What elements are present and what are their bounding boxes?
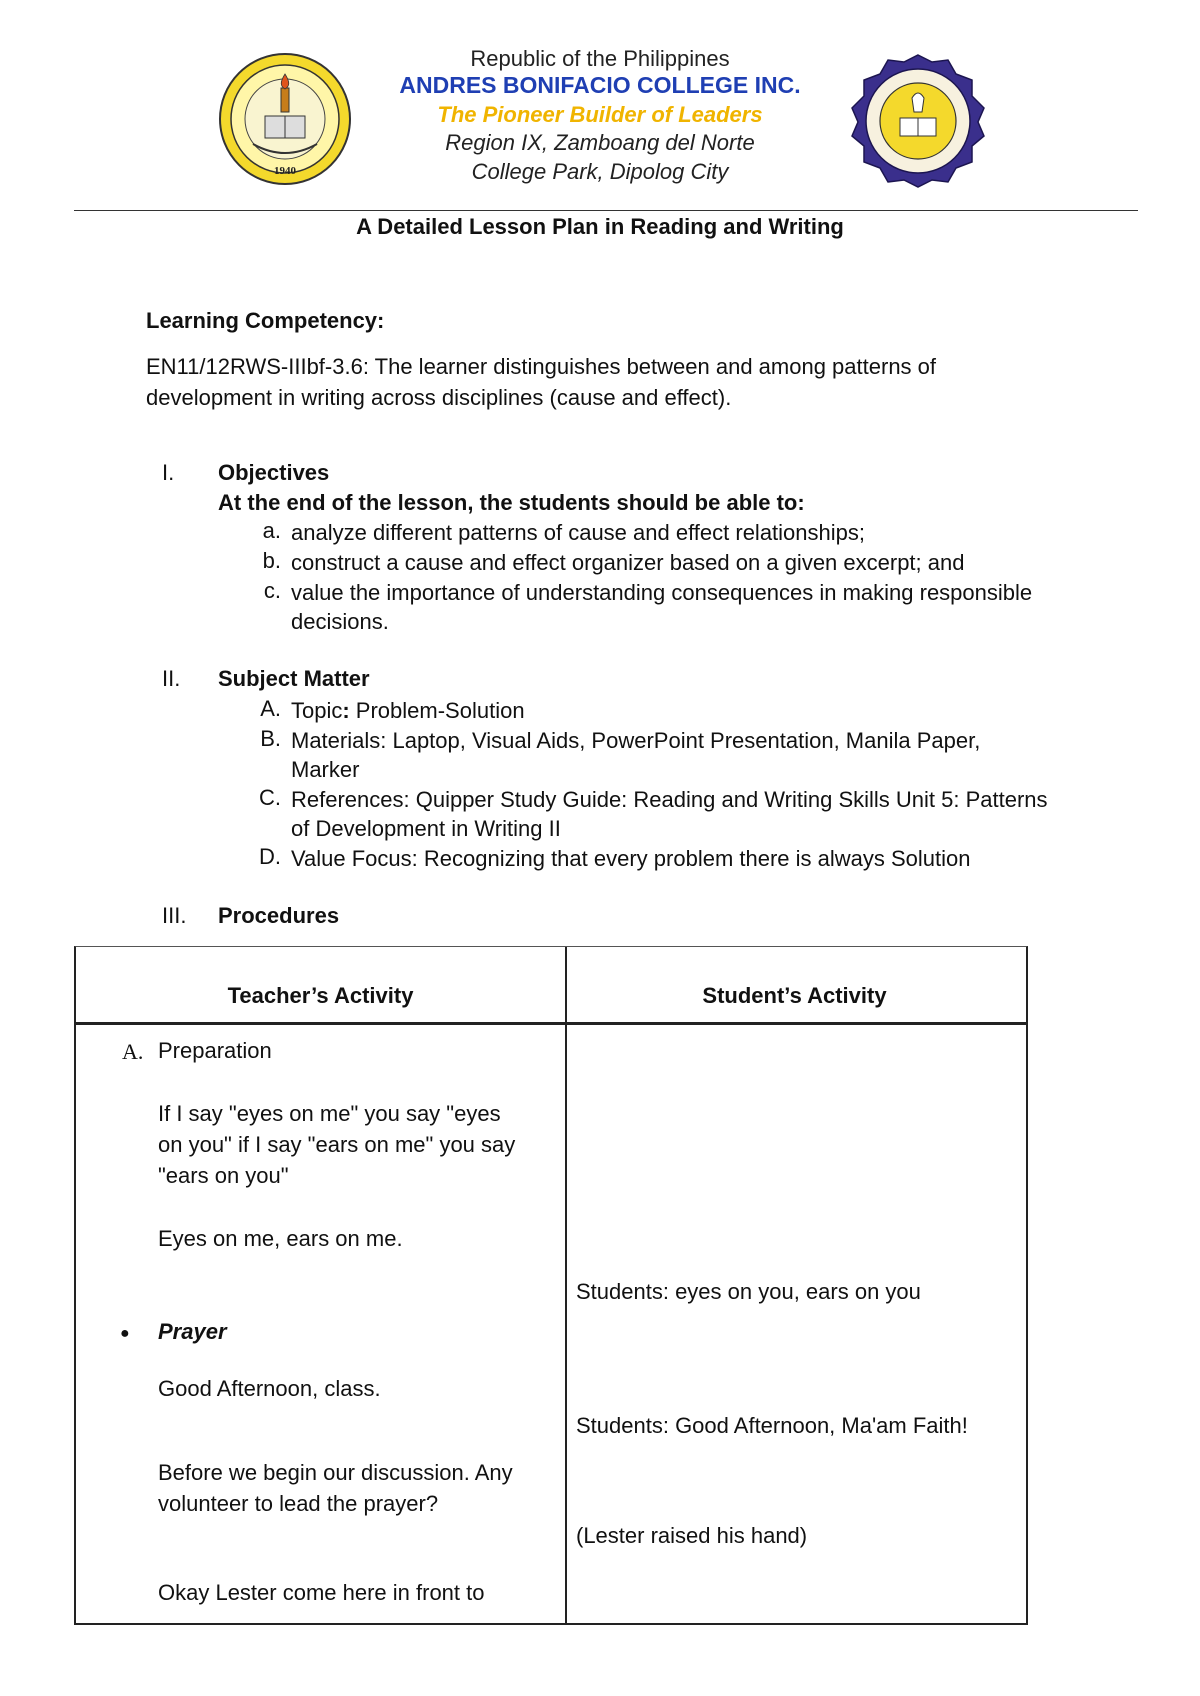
student-activity-header: Student’s Activity bbox=[702, 983, 887, 1008]
left-seal-year: 1940 bbox=[274, 165, 296, 177]
subject-item-label: C. bbox=[259, 785, 281, 810]
section-number: II. bbox=[162, 666, 181, 691]
subject-item-label: A. bbox=[260, 696, 281, 721]
volunteer-question-line: Before we begin our discussion. Any bbox=[158, 1460, 513, 1485]
learning-competency-line: development in writing across disciplines (cause and effect). bbox=[146, 385, 732, 410]
header-divider bbox=[74, 210, 1138, 211]
subject-item-text bbox=[291, 785, 1141, 843]
subject-matter-heading: Subject Matter bbox=[218, 666, 370, 691]
student-response: Students: eyes on you, ears on you bbox=[576, 1279, 921, 1304]
topic-colon: : bbox=[342, 698, 350, 723]
objective-text: analyze different patterns of cause and effect relationships; bbox=[291, 520, 865, 545]
address-line: College Park, Dipolog City bbox=[471, 159, 729, 184]
objectives-heading: Objectives bbox=[218, 460, 330, 485]
student-response: Students: Good Afternoon, Ma'am Faith! bbox=[576, 1413, 968, 1438]
table-column-divider bbox=[565, 947, 567, 1623]
subject-item-label: B. bbox=[260, 726, 281, 751]
volunteer-question-line: volunteer to lead the prayer? bbox=[158, 1491, 439, 1516]
learning-competency-heading: Learning Competency: bbox=[146, 308, 385, 333]
teacher-activity-header: Teacher’s Activity bbox=[227, 983, 414, 1008]
table-header-divider bbox=[76, 1022, 1026, 1025]
subject-item-line: Marker bbox=[291, 757, 360, 782]
document-title: A Detailed Lesson Plan in Reading and Writing bbox=[356, 214, 844, 239]
subject-item-line: of Development in Writing II bbox=[291, 816, 561, 841]
eyes-call: Eyes on me, ears on me. bbox=[158, 1226, 403, 1251]
republic-line: Republic of the Philippines bbox=[470, 46, 730, 71]
objectives-subheading: At the end of the lesson, the students should be able to: bbox=[218, 490, 805, 515]
volunteer-question bbox=[158, 1457, 558, 1519]
eyes-instruction-line: If I say "eyes on me" you say "eyes bbox=[158, 1101, 501, 1126]
objective-label: a. bbox=[262, 518, 281, 543]
preparation-label: A. bbox=[122, 1039, 144, 1064]
preparation-heading: Preparation bbox=[158, 1038, 272, 1063]
student-response: (Lester raised his hand) bbox=[576, 1523, 808, 1548]
topic-value: Problem-Solution bbox=[349, 698, 525, 723]
college-name: ANDRES BONIFACIO COLLEGE INC. bbox=[399, 72, 801, 98]
section-number: I. bbox=[162, 460, 175, 485]
prayer-heading: Prayer bbox=[158, 1319, 227, 1344]
bullet-icon: ● bbox=[120, 1325, 130, 1342]
procedures-table bbox=[74, 946, 1028, 1625]
college-tagline: The Pioneer Builder of Leaders bbox=[437, 102, 763, 127]
learning-competency-line: EN11/12RWS-IIIbf-3.6: The learner distinguishes between and among patterns of bbox=[146, 354, 937, 379]
subject-item-text bbox=[291, 726, 1141, 784]
section-number: III. bbox=[162, 903, 187, 928]
subject-item-label: D. bbox=[259, 844, 281, 869]
okay-lester-line: Okay Lester come here in front to bbox=[158, 1580, 485, 1605]
region-line: Region IX, Zamboang del Norte bbox=[445, 130, 755, 155]
eyes-instruction-line: "ears on you" bbox=[158, 1163, 289, 1188]
greeting-line: Good Afternoon, class. bbox=[158, 1376, 381, 1401]
eyes-instruction bbox=[158, 1098, 558, 1191]
procedures-heading: Procedures bbox=[218, 903, 340, 928]
objective-text-line: value the importance of understanding consequences in making responsible bbox=[291, 580, 1033, 605]
learning-competency-text bbox=[146, 351, 1046, 413]
subject-item-line: Materials: Laptop, Visual Aids, PowerPoint Presentation, Manila Paper, bbox=[291, 728, 981, 753]
objective-text-line: decisions. bbox=[291, 609, 389, 634]
subject-item-line: References: Quipper Study Guide: Reading and Writing Skills Unit 5: Patterns bbox=[291, 787, 1048, 812]
subject-item-text: Value Focus: Recognizing that every problem there is always Solution bbox=[291, 846, 971, 871]
subject-item-text bbox=[291, 696, 1141, 725]
objective-label: c. bbox=[263, 578, 281, 603]
eyes-instruction-line: on you" if I say "ears on me" you say bbox=[158, 1132, 516, 1157]
objective-text bbox=[291, 578, 1141, 636]
objective-text: construct a cause and effect organizer based on a given excerpt; and bbox=[291, 550, 965, 575]
objective-label: b. bbox=[262, 548, 281, 573]
topic-prefix: Topic bbox=[291, 698, 343, 723]
